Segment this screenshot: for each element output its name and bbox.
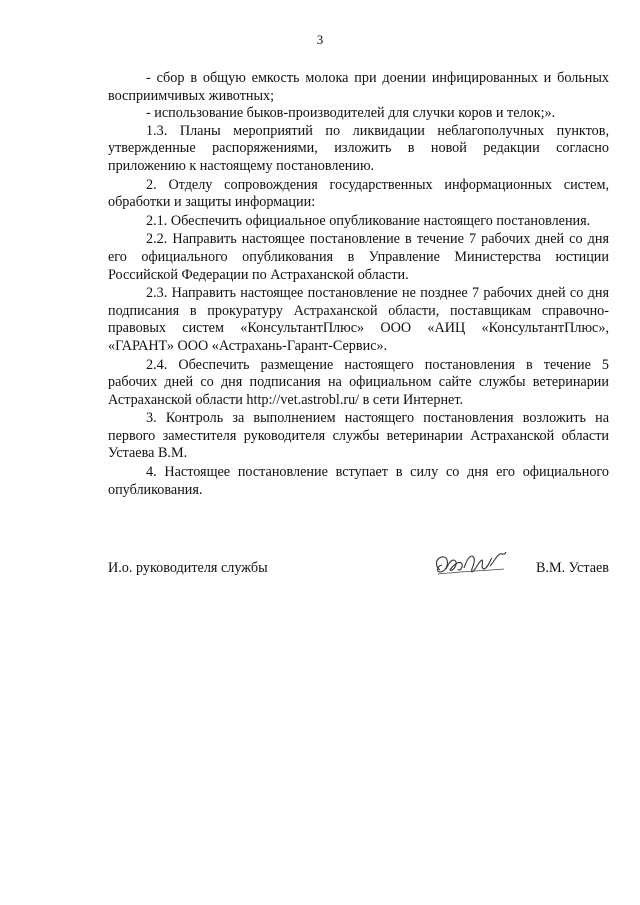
paragraph-1-3: 1.3. Планы мероприятий по ликвидации неблагополучных пунктов, утвержденные распоряжениями, изложить в новой редакции согласно приложению к настоящему постановлению.: [108, 122, 609, 174]
page-number: 3: [316, 32, 324, 47]
paragraph-3: 3. Контроль за выполнением настоящего постановления возложить на первого заместителя руководителя службы ветеринарии Астраханской области Устаева В.М.: [108, 410, 609, 462]
document-body: [108, 70, 609, 499]
paragraph-2: 2. Отделу сопровождения государственных информационных систем, обработки и защиты информации:: [108, 176, 609, 211]
paragraph-2-4: 2.4. Обеспечить размещение настоящего постановления в течение 5 рабочих дней со дня подписания на официальном сайте службы ветеринарии Астраханской области http://vet.astrobl.ru/ в сети Интернет.: [108, 356, 609, 408]
signatory-title: И.о. руководителя службы: [108, 560, 268, 576]
paragraph-milk-collection: - сбор в общую емкость молока при доении инфицированных и больных восприимчивых животных;: [108, 70, 609, 104]
paragraph-4: 4. Настоящее постановление вступает в силу со дня его официального опубликования.: [108, 464, 609, 498]
paragraph-2-2: 2.2. Направить настоящее постановление в течение 7 рабочих дней со дня его официального опубликования в Управление Министерства юстиции Российской Федерации по Астраханской области.: [108, 231, 609, 283]
paragraph-2-1: 2.1. Обеспечить официальное опубликование настоящего постановления.: [146, 212, 591, 229]
signatory-name: В.М. Устаев: [535, 560, 609, 576]
handwritten-signature: [426, 548, 518, 582]
paragraph-bull-usage: - использование быков-производителей для случки коров и телок;».: [146, 105, 556, 122]
paragraph-2-3: 2.3. Направить настоящее постановление не позднее 7 рабочих дней со дня подписания в прокуратуру Астраханской области, поставщикам справочно-правовых систем «КонсультантПлюс» ООО «АИЦ «КонсультантПлюс», «ГАРАНТ» ООО «Астрахань-Гарант-Сервис».: [108, 285, 609, 354]
signature-block: [108, 548, 609, 588]
